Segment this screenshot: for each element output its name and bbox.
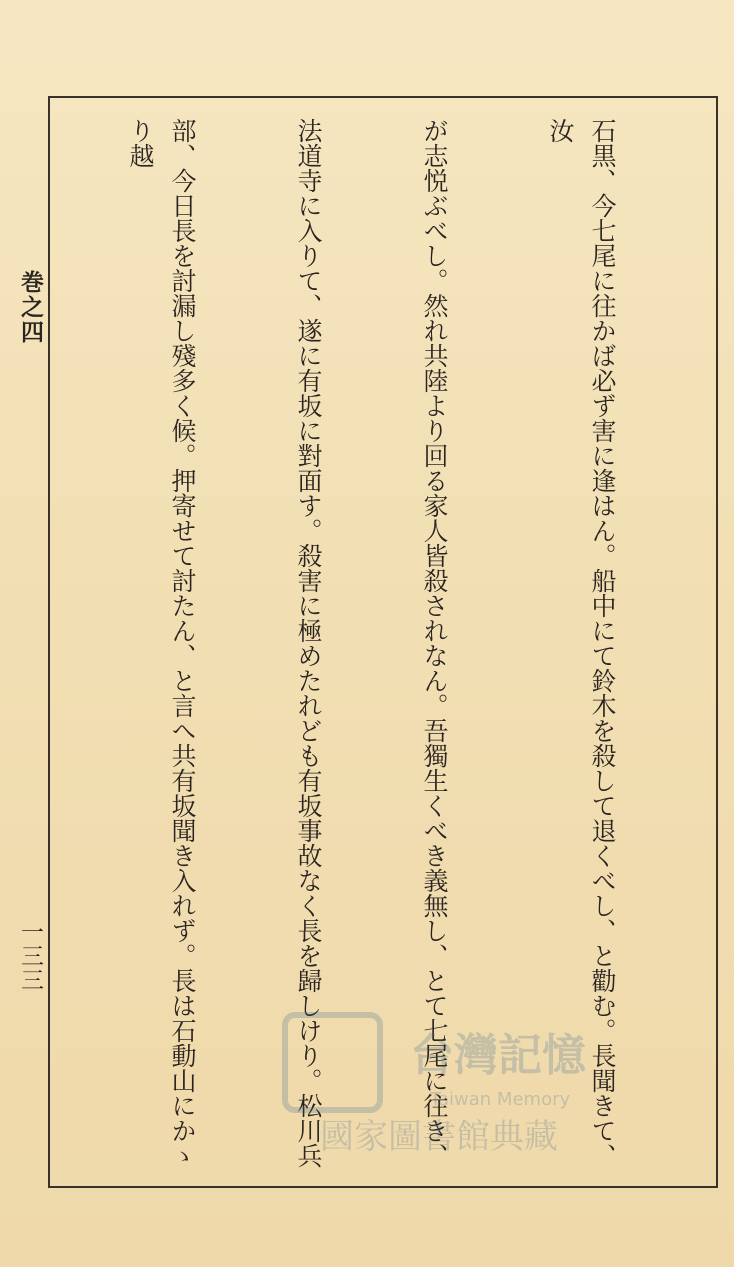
text-block	[62, 118, 707, 1178]
text-line: 法道寺に入りて、遂に有坂に對面す。殺害に極めたれども有坂事故なく長を歸しけり。松川兵	[294, 118, 323, 1168]
svg-text:國家圖書館典藏: 國家圖書館典藏	[320, 1117, 558, 1157]
text-line: が志悦ぶべし。然れ共陸より回る家人皆殺されなん。吾獨生くべき義無し、とて七尾に往き、	[420, 118, 449, 1168]
svg-text:Taiwan Memory: Taiwan Memory	[430, 1089, 571, 1110]
text-line: 部、今日長を討漏し殘多く候。押寄せて討たん、と言へ共有坂聞き入れず。長は石動山にかゝり越	[126, 118, 197, 1168]
running-header: 巻之四	[17, 270, 44, 345]
page-number: 一三三	[17, 920, 43, 992]
svg-text:台灣記憶: 台灣記憶	[410, 1030, 586, 1081]
text-line: 石黒、今七尾に往かば必ず害に逢はん。船中にて鈴木を殺して退くべし、と勸む。長聞きて、汝	[546, 118, 617, 1168]
